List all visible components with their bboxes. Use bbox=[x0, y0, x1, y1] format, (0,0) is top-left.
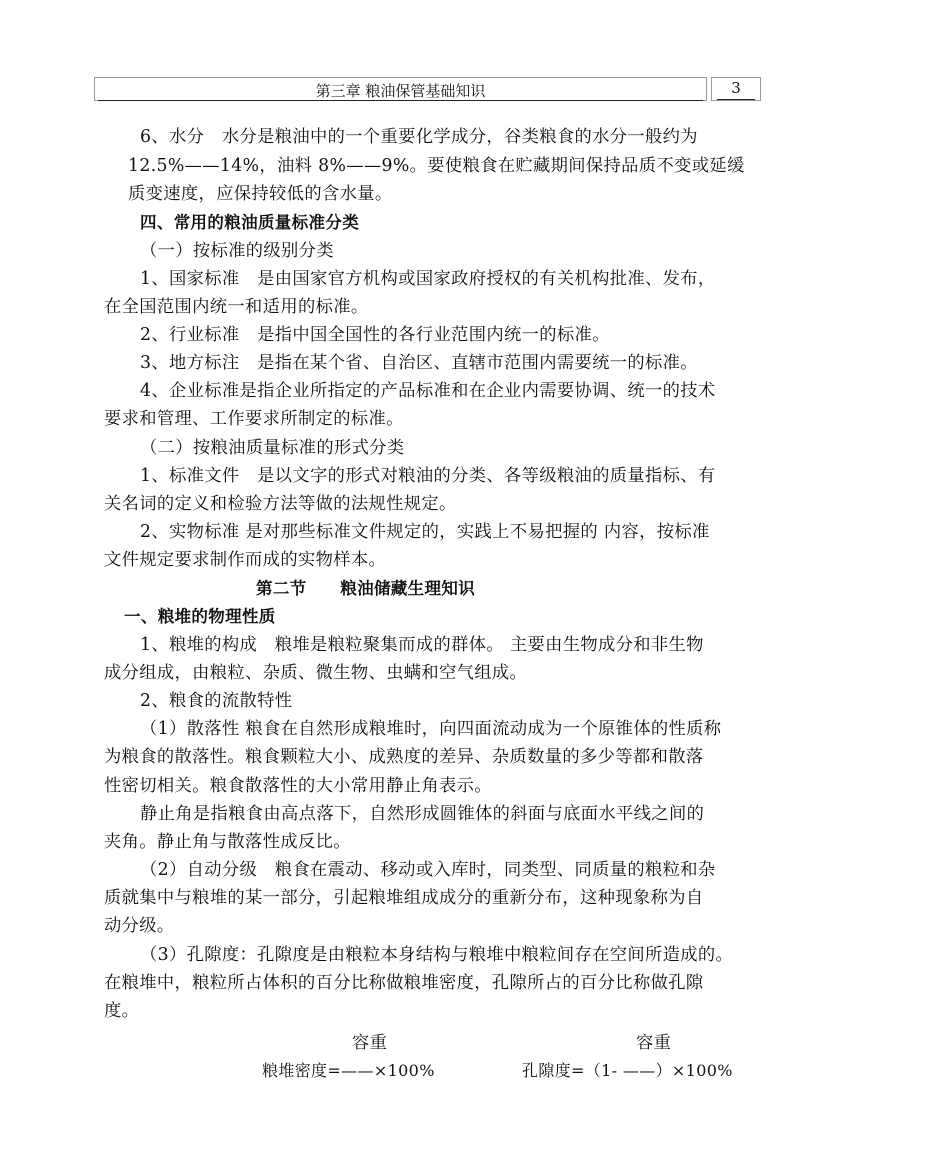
paragraph-line: 12.5%——14%，油料 8%——9%。要使粮食在贮藏期间保持品质不变或延缓 bbox=[128, 156, 745, 176]
paragraph-line: 成分组成，由粮粒、杂质、微生物、虫螨和空气组成。 bbox=[104, 663, 528, 683]
paragraph-line: 度。 bbox=[104, 1001, 140, 1021]
paragraph-line: 静止角是指粮食由高点落下，自然形成圆锥体的斜面与底面水平线之间的 bbox=[140, 804, 705, 824]
paragraph-line: 在粮堆中，粮粒所占体积的百分比称做粮堆密度，孔隙所占的百分比称做孔隙 bbox=[104, 973, 704, 993]
page-number: 3 bbox=[731, 79, 741, 97]
paragraph-line: （1）散落性 粮食在自然形成粮堆时，向四面流动成为一个原锥体的性质称 bbox=[140, 719, 722, 739]
formula-bulk-density: 粮堆密度=——×100% bbox=[262, 1061, 435, 1080]
subsection-heading: （二）按粮油质量标准的形式分类 bbox=[140, 438, 405, 458]
paragraph-line: 动分级。 bbox=[104, 916, 175, 936]
paragraph-line: 2、实物标准 是对那些标准文件规定的，实践上不易把握的 内容，按标准 bbox=[140, 522, 710, 542]
formula-numerator-right: 容重 bbox=[636, 1033, 672, 1053]
paragraph-line: 1、标准文件 是以文字的形式对粮油的分类、各等级粮油的质量指标、有 bbox=[140, 466, 716, 486]
header-underline bbox=[98, 100, 703, 101]
section-heading: 四、常用的粮油质量标准分类 bbox=[140, 213, 360, 232]
paragraph-line: 夹角。静止角与散落性成反比。 bbox=[104, 832, 351, 852]
paragraph-line: （3）孔隙度：孔隙度是由粮粒本身结构与粮堆中粮粒间存在空间所造成的。 bbox=[140, 945, 734, 965]
section-heading: 一、粮堆的物理性质 bbox=[124, 607, 276, 626]
chapter-title: 第三章 粮油保管基础知识 bbox=[315, 82, 486, 100]
page-number-box bbox=[711, 77, 761, 101]
paragraph-line: 2、行业标准 是指中国全国性的各行业范围内统一的标准。 bbox=[140, 325, 610, 345]
paragraph-line: 质变速度，应保持较低的含水量。 bbox=[128, 184, 393, 204]
paragraph-line: 在全国范围内统一和适用的标准。 bbox=[104, 297, 369, 317]
paragraph-line: 关名词的定义和检验方法等做的法规性规定。 bbox=[104, 494, 457, 514]
page-number-underline bbox=[717, 99, 755, 100]
paragraph-line: 2、粮食的流散特性 bbox=[140, 691, 293, 711]
formula-porosity: 孔隙度=（1- ——）×100% bbox=[522, 1061, 733, 1080]
subsection-heading: （一）按标准的级别分类 bbox=[140, 241, 334, 261]
paragraph-line: 性密切相关。粮食散落性的大小常用静止角表示。 bbox=[104, 776, 492, 796]
paragraph-line: 1、国家标准 是由国家官方机构或国家政府授权的有关机构批准、发布， bbox=[140, 269, 716, 289]
paragraph-line: 6、水分 水分是粮油中的一个重要化学成分，谷类粮食的水分一般约为 bbox=[140, 127, 698, 147]
paragraph-line: （2）自动分级 粮食在震动、移动或入库时，同类型、同质量的粮粒和杂 bbox=[140, 860, 716, 880]
section-title: 第二节 粮油储藏生理知识 bbox=[256, 579, 476, 598]
page-header bbox=[94, 77, 761, 103]
paragraph-line: 为粮食的散落性。粮食颗粒大小、成熟度的差异、杂质数量的多少等都和散落 bbox=[104, 747, 704, 767]
paragraph-line: 4、企业标准是指企业所指定的产品标准和在企业内需要协调、统一的技术 bbox=[140, 381, 716, 401]
paragraph-line: 3、地方标注 是指在某个省、自治区、直辖市范围内需要统一的标准。 bbox=[140, 353, 698, 373]
paragraph-line: 要求和管理、工作要求所制定的标准。 bbox=[104, 409, 404, 429]
formula-numerator-left: 容重 bbox=[352, 1033, 388, 1053]
header-title-box bbox=[94, 77, 707, 101]
paragraph-line: 文件规定要求制作而成的实物样本。 bbox=[104, 550, 387, 570]
paragraph-line: 质就集中与粮堆的某一部分，引起粮堆组成成分的重新分布，这种现象称为自 bbox=[104, 888, 704, 908]
paragraph-line: 1、粮堆的构成 粮堆是粮粒聚集而成的群体。 主要由生物成分和非生物 bbox=[140, 635, 704, 655]
